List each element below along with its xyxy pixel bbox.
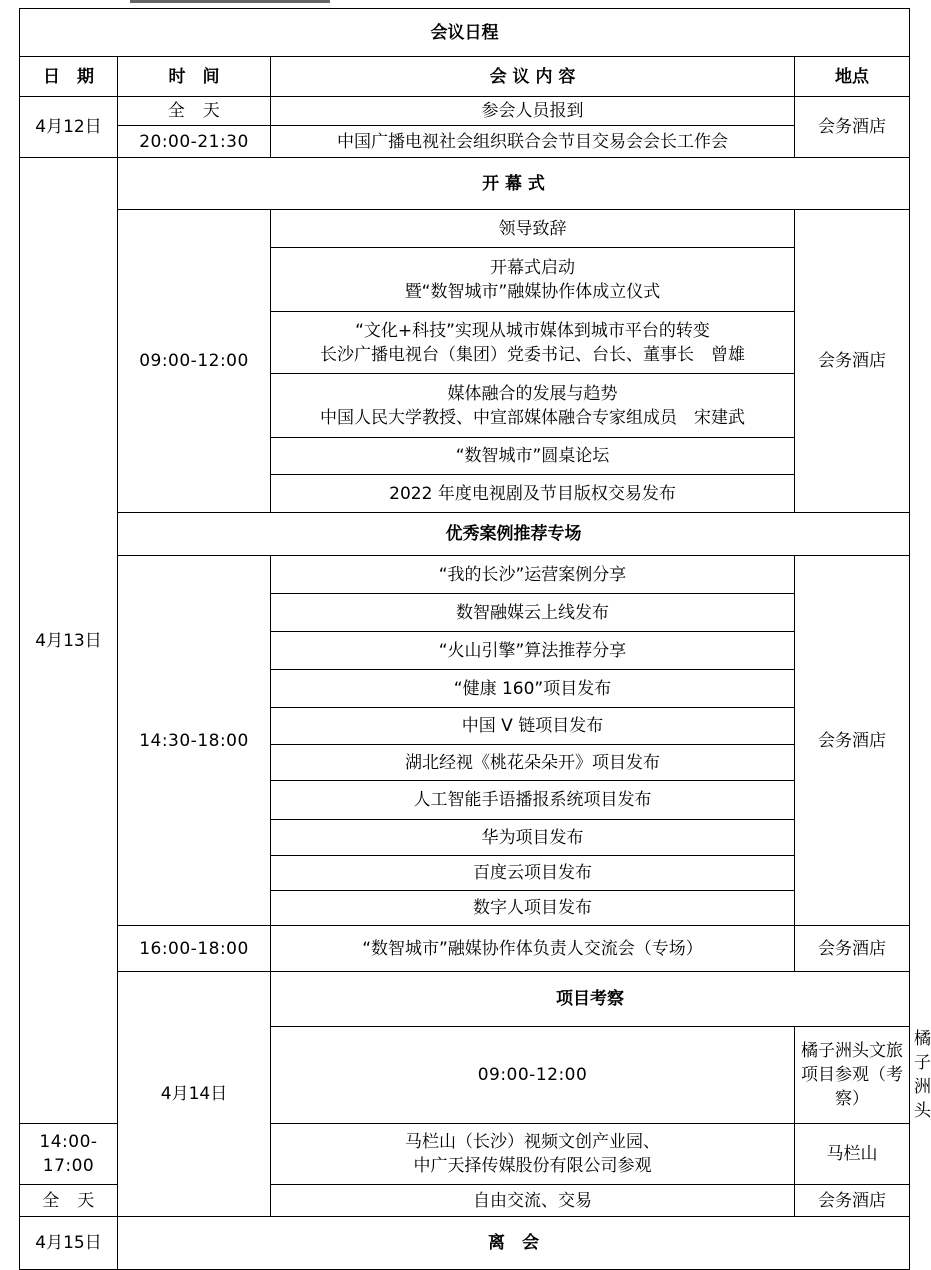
schedule-title: 会议日程 — [20, 9, 910, 57]
content-cell: “数智城市”融媒协作体负责人交流会（专场） — [271, 926, 795, 972]
content-cell: 马栏山（长沙）视频文创产业园、 中广天择传媒股份有限公司参观 — [271, 1124, 795, 1185]
header-content: 会 议 内 容 — [271, 57, 795, 97]
agenda-item: 媒体融合的发展与趋势 中国人民大学教授、中宣部媒体融合专家组成员 宋建武 — [271, 374, 795, 438]
agenda-item: 领导致辞 — [271, 210, 795, 248]
time-cell: 全 天 — [20, 1185, 118, 1217]
time-cell: 16:00-18:00 — [118, 926, 271, 972]
place-cell: 会务酒店 — [795, 97, 910, 158]
agenda-item: 数字人项目发布 — [271, 891, 795, 926]
content-cell: 中国广播电视社会组织联合会节目交易会会长工作会 — [271, 126, 795, 158]
content-cell: 参会人员报到 — [271, 97, 795, 126]
time-cell: 20:00-21:30 — [118, 126, 271, 158]
header-time: 时 间 — [118, 57, 271, 97]
place-cell: 会务酒店 — [795, 926, 910, 972]
time-cell: 14:30-18:00 — [118, 556, 271, 926]
content-cell: 自由交流、交易 — [271, 1185, 795, 1217]
date-apr12: 4月12日 — [20, 97, 118, 158]
time-cell: 14:00-17:00 — [20, 1124, 118, 1185]
time-cell: 全 天 — [118, 97, 271, 126]
place-cell: 会务酒店 — [795, 556, 910, 926]
date-apr15: 4月15日 — [20, 1217, 118, 1270]
date-apr13: 4月13日 — [20, 158, 118, 1124]
agenda-item: “文化+科技”实现从城市媒体到城市平台的转变 长沙广播电视台（集团）党委书记、台长、董事长 曾雄 — [271, 312, 795, 374]
agenda-item: “我的长沙”运营案例分享 — [271, 556, 795, 594]
agenda-item: 人工智能手语播报系统项目发布 — [271, 781, 795, 820]
agenda-item: “数智城市”圆桌论坛 — [271, 438, 795, 475]
place-cell: 马栏山 — [795, 1124, 910, 1185]
section-opening: 开 幕 式 — [118, 158, 910, 210]
agenda-item: 湖北经视《桃花朵朵开》项目发布 — [271, 745, 795, 781]
cropped-top-text — [130, 0, 330, 3]
time-cell: 09:00-12:00 — [271, 1027, 795, 1124]
place-cell: 会务酒店 — [795, 210, 910, 513]
agenda-item: “健康 160”项目发布 — [271, 670, 795, 708]
agenda-item: 开幕式启动 暨“数智城市”融媒协作体成立仪式 — [271, 248, 795, 312]
place-cell: 会务酒店 — [795, 1185, 910, 1217]
header-place: 地点 — [795, 57, 910, 97]
section-inspection: 项目考察 — [271, 972, 910, 1027]
section-cases: 优秀案例推荐专场 — [118, 513, 910, 556]
agenda-item: 数智融媒云上线发布 — [271, 594, 795, 632]
agenda-item: 中国 V 链项目发布 — [271, 708, 795, 745]
header-date: 日 期 — [20, 57, 118, 97]
schedule-page — [19, 8, 931, 1253]
schedule-table: 会议日程 日 期 时 间 会 议 内 容 地点 4月12日 全 天 参会人员报到 会务酒店 20:00-21:30 中国广播电视社会组织联合会节目交易会会长工作会 4月13日 开 幕 式 09:00-12:00 领导致辞 会务酒店 开幕式启动 暨“数智城市”融媒协作体成立仪式 “文化+科技”实现从城市媒体到城市平台的转变 长沙广播电视台（集团）党委书记、台长、董事长 曾雄 媒体融合的发展与趋势 中国人民大学教授、中宣部媒体融合专家组成员 宋建武 “数智城市”圆桌论坛 2022 年度电视剧及节目版权交易发布 优秀案例推荐专场 14:30-18:00 “我的长沙”运营案例分享 会务酒店 数智融媒云上线发布 “火山引擎”算法推荐分享 “健康 160”项目发布 中国 V 链项目发布 湖北经视《桃花朵朵开》项目发布 人工智能手语播报系统项目发布 华为项目发布 百度云项目发布 数字人项目发布 16:00-18:00 “数智城市”融媒协作体负责人交流会（专场） 会务酒店 4月14日 项目考察 09:00-12:00 橘子洲头文旅项目参观（考察） 橘子洲头 14:00-17:00 马栏山（长沙）视频文创产业园、 中广天择传媒股份有限公司参观 马栏山 全 天 自由交流、交易 会务酒店 4月15日 离 会 — [19, 8, 910, 1270]
departure-cell: 离 会 — [118, 1217, 910, 1270]
date-apr14: 4月14日 — [118, 972, 271, 1217]
time-cell: 09:00-12:00 — [118, 210, 271, 513]
content-cell: 橘子洲头文旅项目参观（考察） — [795, 1027, 910, 1124]
agenda-item: 百度云项目发布 — [271, 856, 795, 891]
agenda-item: “火山引擎”算法推荐分享 — [271, 632, 795, 670]
agenda-item: 2022 年度电视剧及节目版权交易发布 — [271, 475, 795, 513]
agenda-item: 华为项目发布 — [271, 820, 795, 856]
